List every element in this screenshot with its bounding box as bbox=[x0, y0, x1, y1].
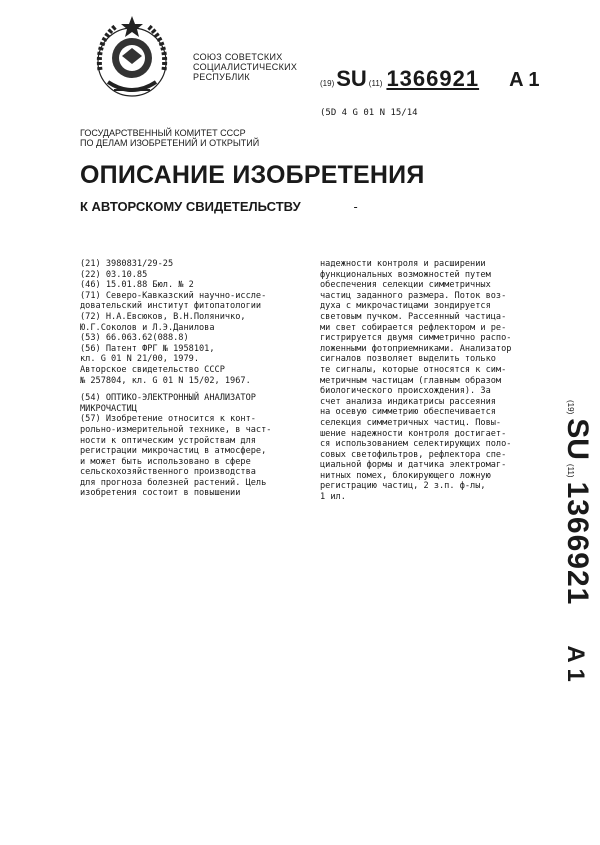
bibliographic-column bbox=[80, 259, 296, 499]
abstract-line: частиц заданного размера. Поток воз- bbox=[320, 290, 507, 301]
abstract-line: метричным частицам (главным образом bbox=[320, 375, 502, 386]
biblio-line: (46) 15.01.88 Бюл. № 2 bbox=[80, 280, 194, 291]
abstract-line: счет анализа индикатрисы рассеяния bbox=[320, 396, 496, 407]
kind-code: A 1 bbox=[562, 645, 589, 682]
committee-line: ГОСУДАРСТВЕННЫЙ КОМИТЕТ СССР bbox=[80, 128, 246, 138]
abstract-line: световым пучком. Рассеянный частица- bbox=[320, 311, 507, 322]
document-subtitle: К АВТОРСКОМУ СВИДЕТЕЛЬСТВУ bbox=[80, 199, 301, 214]
code-11: (11) bbox=[368, 79, 383, 88]
biblio-line: № 257804, кл. G 01 N 15/02, 1967. bbox=[80, 375, 251, 386]
abstract-line: сигналов позволяет выделить только bbox=[320, 354, 496, 365]
abstract-line: 1 ил. bbox=[320, 492, 346, 503]
union-name-line: СОЮЗ СОВЕТСКИХ bbox=[193, 52, 283, 62]
biblio-line: (72) Н.А.Евсюков, В.Н.Поляничко, bbox=[80, 311, 246, 322]
abstract-line: и может быть использовано в сфере bbox=[80, 456, 251, 467]
union-name-line: РЕСПУБЛИК bbox=[193, 72, 250, 82]
document-title: ОПИСАНИЕ ИЗОБРЕТЕНИЯ bbox=[80, 161, 425, 189]
abstract-line: функциональных возможностей путем bbox=[320, 269, 491, 280]
vertical-publication-number-text bbox=[560, 400, 594, 682]
abstract-line: ми свет собирается рефлектором и ре- bbox=[320, 322, 507, 333]
code-19: (19) bbox=[566, 400, 575, 415]
invention-title-line: (54) ОПТИКО-ЭЛЕКТРОННЫЙ АНАЛИЗАТОР bbox=[80, 393, 256, 404]
biblio-line: Авторское свидетельство СССР bbox=[80, 364, 225, 375]
union-name-line: СОЦИАЛИСТИЧЕСКИХ bbox=[193, 62, 298, 72]
subtitle-mark: - bbox=[352, 200, 360, 214]
code-11: (11) bbox=[566, 463, 575, 478]
kind-code: A 1 bbox=[509, 69, 540, 91]
biblio-line: довательский институт фитопатологии bbox=[80, 301, 262, 312]
abstract-line: (57) Изобретение относится к конт- bbox=[80, 414, 256, 425]
country-code: SU bbox=[561, 418, 594, 460]
biblio-line: (53) 66.063.62(088.8) bbox=[80, 333, 189, 344]
abstract-line: ся использованием селектирующих поло- bbox=[320, 439, 512, 450]
abstract-line: рольно-измерительной технике, в част- bbox=[80, 424, 272, 435]
committee-name bbox=[80, 128, 259, 148]
abstract-line: духа с микрочастицами зондируется bbox=[320, 301, 491, 312]
abstract-line: надежности контроля и расширении bbox=[320, 259, 486, 269]
abstract-line: для прогноза болезней растений. Цель bbox=[80, 477, 267, 488]
patent-number: 1366921 bbox=[561, 481, 594, 606]
abstract-line: те сигналы, которые относятся к сим- bbox=[320, 364, 507, 375]
abstract-line: совых светофильтров, рефлектора спе- bbox=[320, 449, 507, 460]
abstract-line: регистрацию частиц, 2 з.п. ф-лы, bbox=[320, 481, 486, 492]
code-19: (19) bbox=[320, 79, 335, 88]
abstract-line: обеспечения селекции симметричных bbox=[320, 280, 491, 291]
union-name bbox=[193, 52, 297, 82]
biblio-line: (22) 03.10.85 bbox=[80, 269, 148, 280]
abstract-line: шение надежности контроля достигает- bbox=[320, 428, 507, 439]
biblio-line: (21) 3980831/29-25 bbox=[80, 259, 174, 269]
abstract-line: сельскохозяйственного производства bbox=[80, 467, 256, 478]
biblio-line: Ю.Г.Соколов и Л.Э.Данилова bbox=[80, 322, 215, 333]
committee-line: ПО ДЕЛАМ ИЗОБРЕТЕНИЙ И ОТКРЫТИЙ bbox=[80, 138, 260, 148]
abstract-line: нитных помех, блокирующего ложную bbox=[320, 470, 491, 481]
abstract-line: селекция симметричных частиц. Повы- bbox=[320, 417, 502, 428]
country-code: SU bbox=[336, 66, 367, 91]
patent-number: 1366921 bbox=[386, 66, 480, 91]
abstract-line: биологического происхождения). За bbox=[320, 386, 491, 397]
publication-number bbox=[320, 66, 539, 92]
ussr-emblem-icon bbox=[86, 12, 178, 104]
abstract-line: гистрируется двумя симметрично распо- bbox=[320, 333, 512, 344]
vertical-publication-number bbox=[542, 400, 596, 690]
ipc-classification: (5D 4 G 01 N 15/14 bbox=[320, 108, 418, 118]
invention-title-line: МИКРОЧАСТИЦ bbox=[80, 403, 137, 414]
biblio-line: (71) Северо-Кавказский научно-иссле- bbox=[80, 290, 267, 301]
abstract-line: циальной формы и датчика электромаг- bbox=[320, 460, 507, 471]
biblio-line: (56) Патент ФРГ № 1958101, bbox=[80, 343, 215, 354]
abstract-line: ложенными фотоприемниками. Анализатор bbox=[320, 343, 512, 354]
abstract-line: регистрации микрочастиц в атмосфере, bbox=[80, 446, 267, 457]
abstract-line: изобретения состоит в повышении bbox=[80, 488, 241, 499]
abstract-line: ности к оптическим устройствам для bbox=[80, 435, 256, 446]
abstract-column bbox=[320, 259, 538, 503]
abstract-line: на осевую симметрию обеспечивается bbox=[320, 407, 496, 418]
biblio-line: кл. G 01 N 21/00, 1979. bbox=[80, 354, 199, 365]
